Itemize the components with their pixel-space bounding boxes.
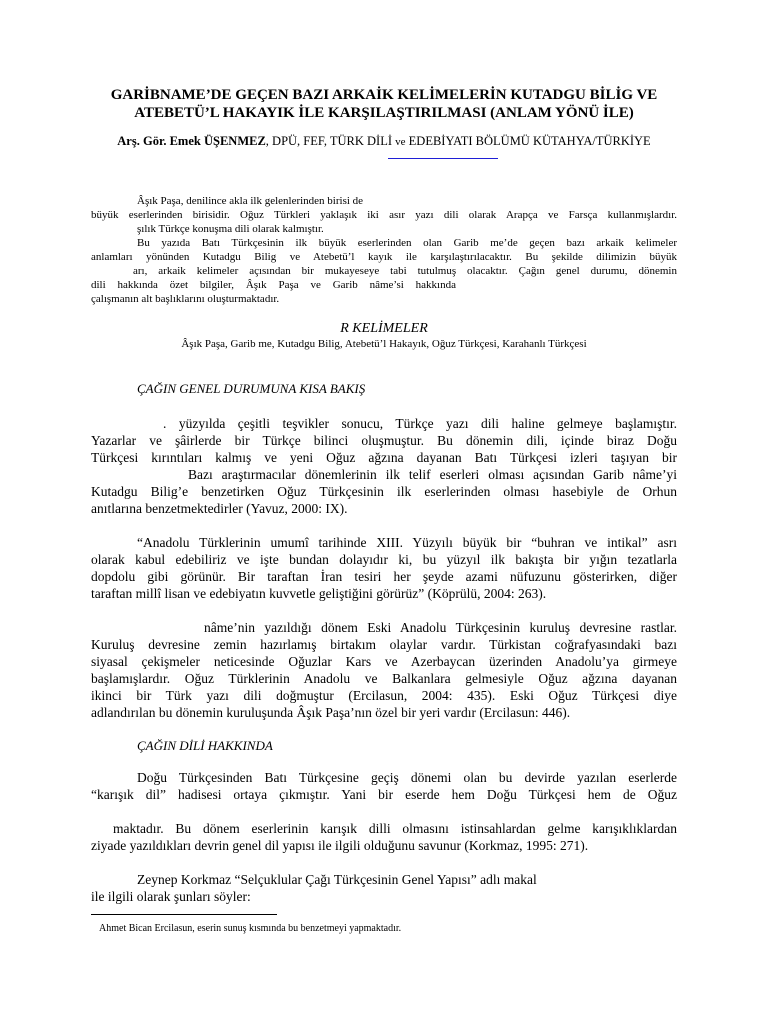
paragraph-line: “karışık dil” hadisesi ortaya çıkmıştır. Yani bir eserde hem Doğu Türkçesi hem de Oğuz xyxy=(91,787,677,802)
footnote-separator xyxy=(91,914,277,915)
section-heading-language: ÇAĞIN DİLİ HAKKINDA xyxy=(137,738,273,753)
document-title-line-2: ATEBETÜ’L HAKAYIK İLE KARŞILAŞTIRILMASI (ANLAM YÖNÜ İLE) xyxy=(134,105,634,121)
author-affiliation-a: , DPÜ, FEF, TÜRK DİLİ xyxy=(265,134,396,148)
paragraph-line: “Anadolu Türklerinin umumî tarihinde XIII. Yüzyılı büyük bir “buhran ve intikal” asrı xyxy=(137,535,677,550)
paragraph-line: adlandırılan bu dönemin kuruluşunda Âşık Paşa’nın özel bir yeri vardır (Ercilasun: 446). xyxy=(91,705,571,720)
abstract-line-2: büyük eserlerinden birisidir. Oğuz Türkleri yaklaşık iki asır yazı dili olarak Arapça ve Farsça kullanmışlardır. xyxy=(91,209,677,221)
paragraph-line: nâme’nin yazıldığı dönem Eski Anadolu Türkçesinin kuruluş devresine rastlar. xyxy=(204,620,677,635)
abstract-line-1: Âşık Paşa, denilince akla ilk gelenlerinden birisi de xyxy=(137,195,364,207)
paragraph-line: Türkçesi kırıntıları kalmış ve yeni Oğuz ağzına dayanan Batı Türkçesi izleri taşıyan bir xyxy=(91,450,677,465)
keywords-list: Âşık Paşa, Garib me, Kutadgu Bilig, Atebetü’l Hakayık, Oğuz Türkçesi, Karahanlı Türkçesi xyxy=(181,338,587,350)
author-line xyxy=(60,133,708,150)
paragraph-line: ile ilgili olarak şunları söyler: xyxy=(91,889,251,904)
paragraph-line: başlamışlardır. Oğuz Türklerinin Anadolu ve Balkanlara gelmesiyle Oğuz ağzına dayanan xyxy=(91,671,677,686)
paragraph-line: siyasal çekişmeler neticesinde Oğuzlar Kars ve Azerbaycan üzerinden Anadolu’ya girmeye xyxy=(91,654,677,669)
abstract-line-5: anlamları yönünden Kutadgu Bilig ve Atebetü’l kayık ile karşılaştırılacaktır. Bu şekilde dilimizin büyük xyxy=(91,251,677,263)
paragraph-line: ikinci bir Türk yazı dili doğmuştur (Ercilasun, 2004: 435). Eski Oğuz Türkçesi diye xyxy=(91,688,677,703)
paragraph-line: taraftan millî lisan ve edebiyatın kuvvetle geliştiğini görürüz” (Köprülü, 2004: 263). xyxy=(91,586,547,601)
abstract-line-8: çalışmanın alt başlıklarını oluşturmaktadır. xyxy=(91,293,280,305)
author-name: Arş. Gör. Emek ÜŞENMEZ xyxy=(117,134,266,148)
paragraph-line: Zeynep Korkmaz “Selçuklular Çağı Türkçesinin Genel Yapısı” adlı makal xyxy=(137,872,537,887)
paragraph-line: dopdolu gibi görünür. Bir taraftan İran tesiri her şeyde azami nüfuzunu gösterirken, diğer xyxy=(91,569,677,584)
paragraph-line: Kuruluş devresine zemin hazırlamış birtakım olaylar vardır. Türkistan coğrafyasındaki bazı xyxy=(91,637,677,652)
footnote-text: Ahmet Bican Ercilasun, eserin sunuş kısmında bu benzetmeyi yapmaktadır. xyxy=(99,923,402,934)
paragraph-line: maktadır. Bu dönem eserlerinin karışık dilli olmasını istinsahlardan gelme karışıklıklardan xyxy=(113,821,677,836)
keywords-heading: R KELİMELER xyxy=(340,321,428,336)
abstract-line-7: dili hakkında özet bilgiler, Âşık Paşa ve Garib nâme’si hakkında xyxy=(91,279,456,291)
paragraph-line: Doğu Türkçesinden Batı Türkçesine geçiş dönemi olan bu devirde yazılan eserlerde xyxy=(137,770,677,785)
paragraph-line: ziyade yazıldıkları devrin genel dil yapısı ile ilgili olduğunu savunur (Korkmaz, 1995: 271). xyxy=(91,838,589,853)
abstract-line-4: Bu yazıda Batı Türkçesinin ilk büyük eserlerinden olan Garib me’de geçen bazı arkaik kelimeler xyxy=(137,237,677,249)
paragraph-line: . yüzyılda çeşitli teşvikler sonucu, Türkçe yazı dili haline gelmeye başlamıştır. xyxy=(163,416,677,431)
author-affiliation-ve: ve xyxy=(395,136,406,148)
email-link-underline[interactable] xyxy=(388,158,498,159)
document-title-line-1: GARİBNAME’DE GEÇEN BAZI ARKAİK KELİMELERİN KUTADGU BİLİG VE xyxy=(110,87,658,103)
section-heading-general-state: ÇAĞIN GENEL DURUMUNA KISA BAKIŞ xyxy=(137,381,366,396)
paragraph-line: Kutadgu Bilig’e benzetirken Oğuz Türkçesinin ilk eserlerinden olması hasebiyle de Orhun xyxy=(91,484,677,499)
paragraph-line: Bazı araştırmacılar dönemlerinin ilk telif eserleri olması açısından Garib nâme’yi xyxy=(188,467,677,482)
abstract-line-3: şılık Türkçe konuşma dili olarak kalmıştır. xyxy=(137,223,324,235)
paragraph-line: Yazarlar ve şâirlerde bir Türkçe bilinci oluşmuştur. Bu dönemin dili, içinde biraz Doğu xyxy=(91,433,677,448)
author-affiliation-b: EDEBİYATI BÖLÜMÜ KÜTAHYA/TÜRKİYE xyxy=(405,134,651,148)
abstract-line-6: arı, arkaik kelimeler açısından bir mukayeseye tabi tutulmuş olacaktır. Çağın genel durumu, dönemin xyxy=(133,265,677,277)
paragraph-line: olarak kabul edebiliriz ve işte bundan dolayıdır ki, bu yüzyıl ilk bakışta bir yığın tezatlarla xyxy=(91,552,677,567)
paragraph-line: anıtlarına benzetmektedirler (Yavuz, 2000: IX). xyxy=(91,501,348,516)
